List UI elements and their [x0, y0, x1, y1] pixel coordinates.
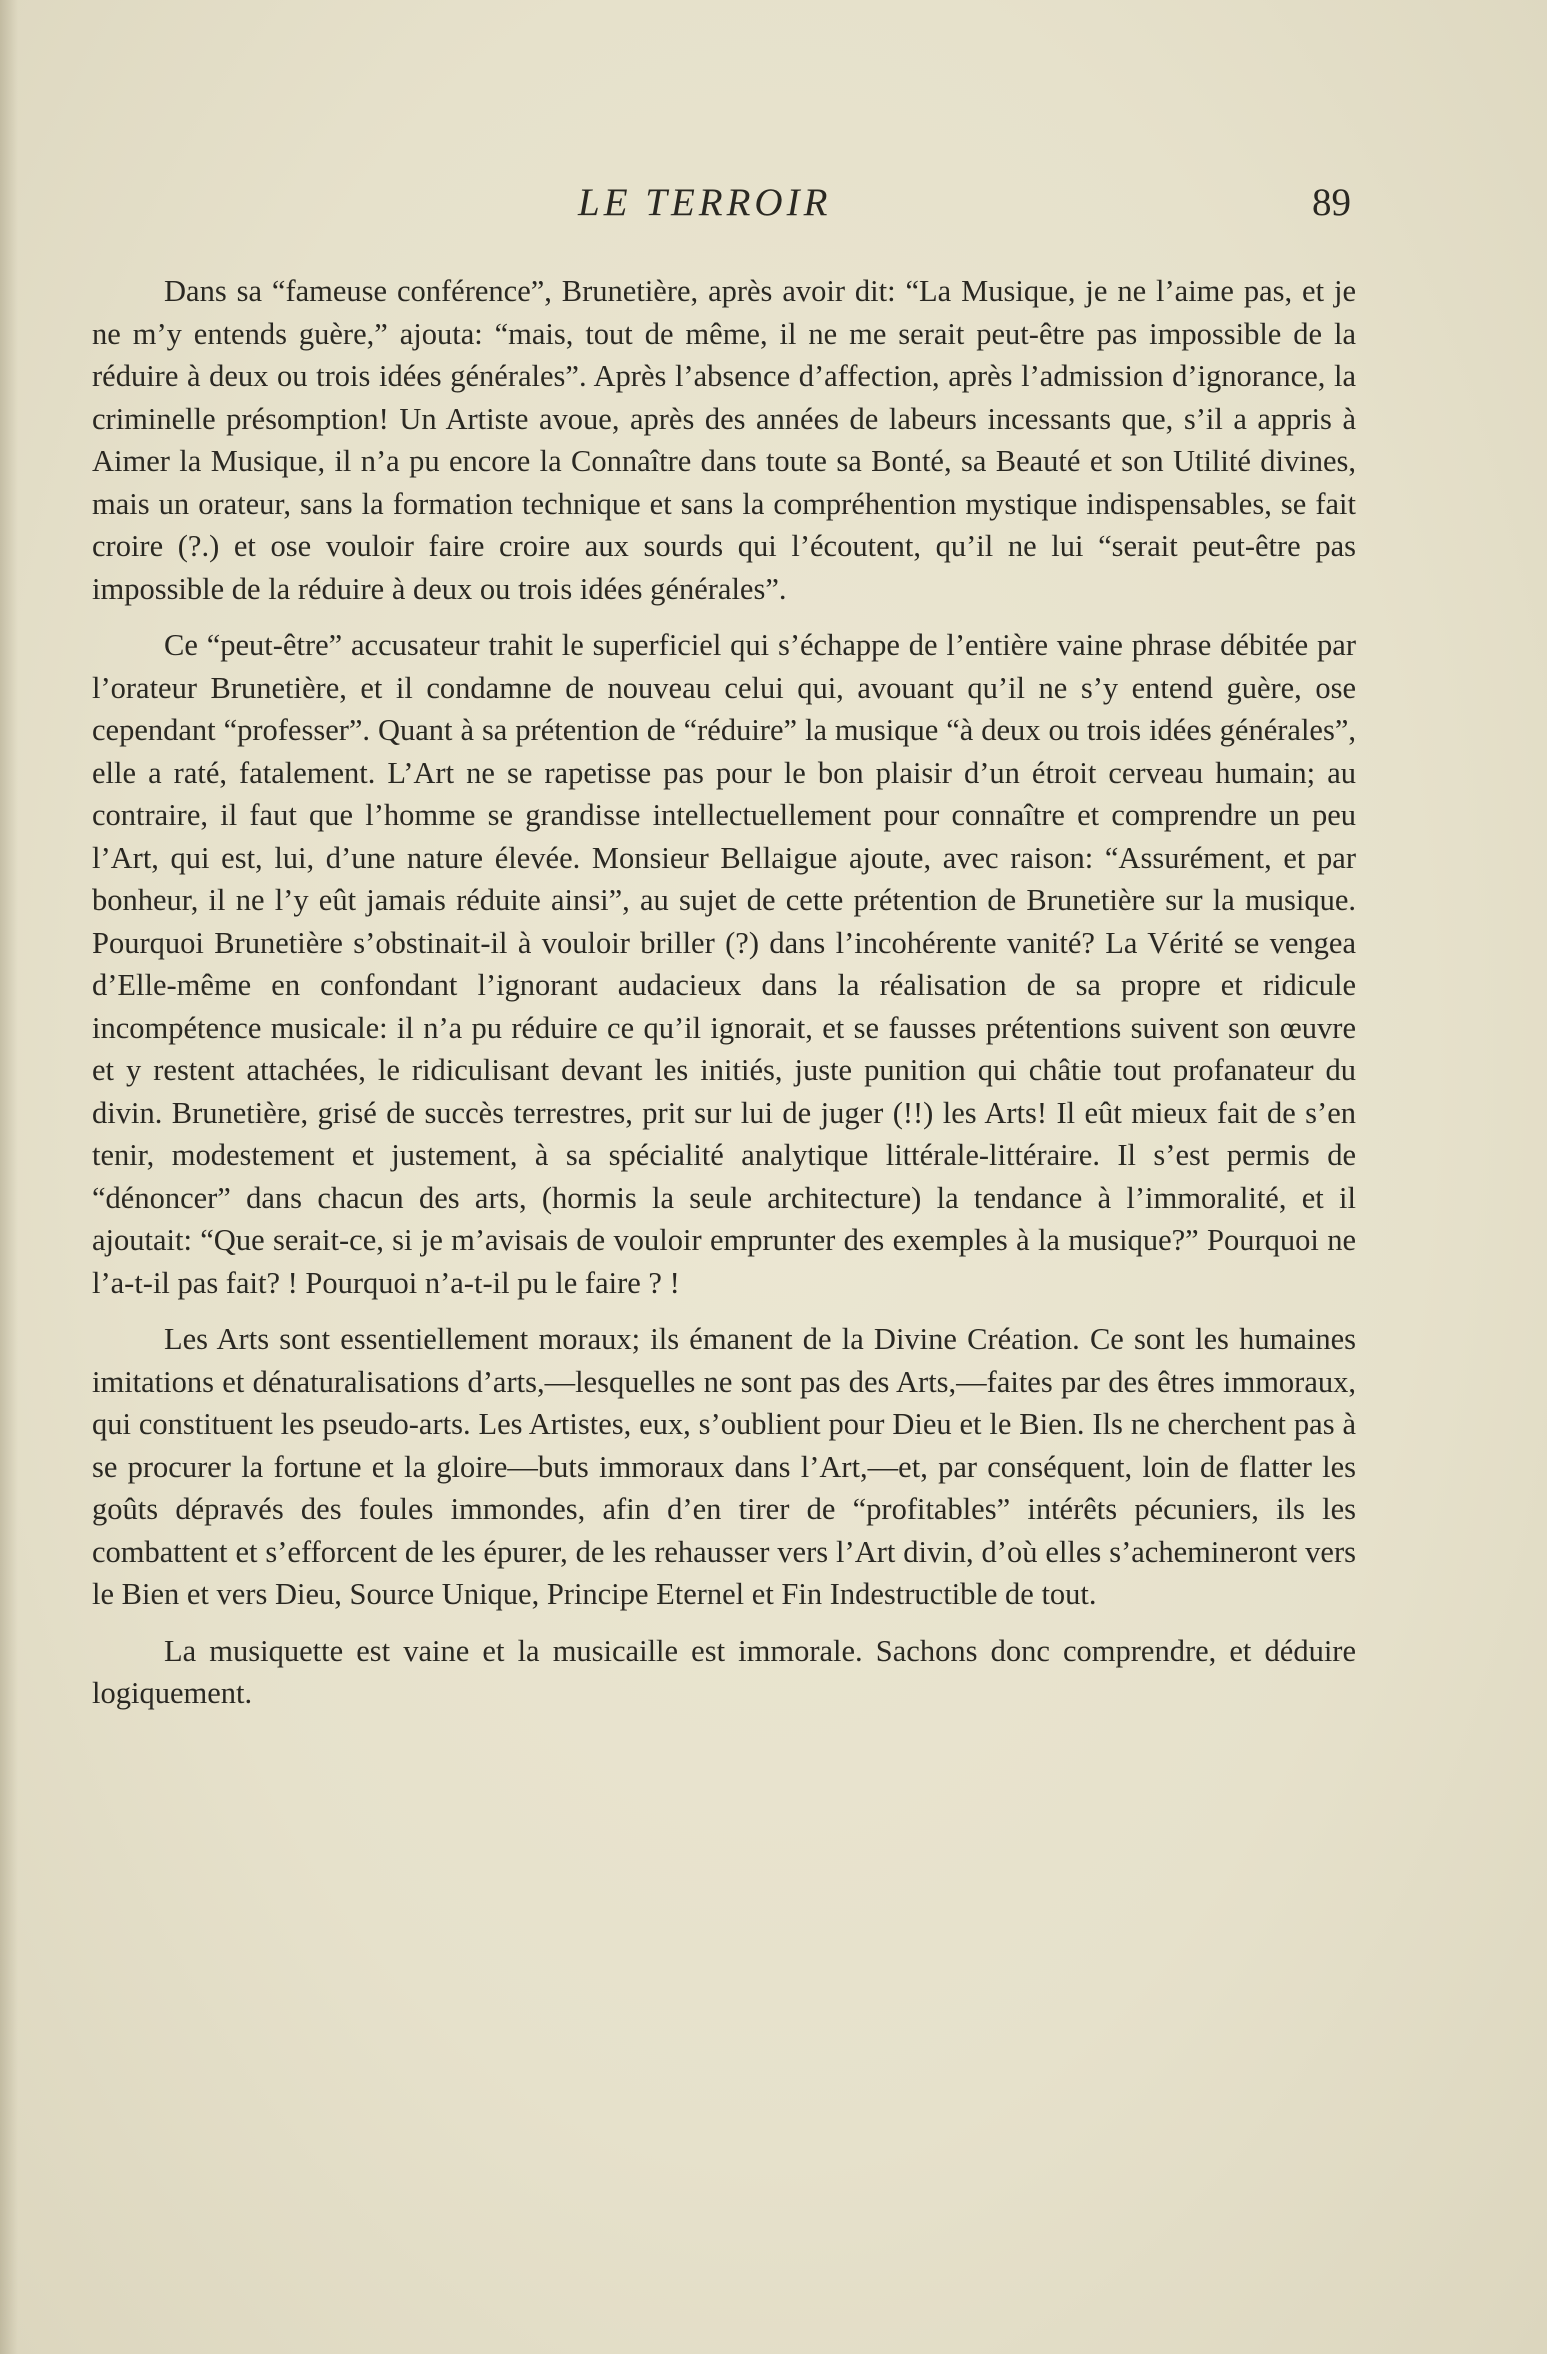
paragraph-2: Ce “peut-être” accusateur trahit le superficiel qui s’échappe de l’entière vaine phrase débitée par l’orateur Brunetière, et il condamne de nouveau celui qui, avouant qu’il ne s’y entend guère, ose cependant “professer”. Quant à sa prétention de “réduire” la musique “à deux ou trois idées générales”, elle a raté, fatalement. L’Art ne se rapetisse pas pour le bon plaisir d’un étroit cerveau humain; au contraire, il faut que l’homme se grandisse intellectuellement pour connaître et comprendre un peu l’Art, qui est, lui, d’une nature élevée. Monsieur Bellaigue ajoute, avec raison: “Assurément, et par bonheur, il ne l’y eût jamais réduite ainsi”, au sujet de cette prétention de Brunetière sur la musique. Pourquoi Brunetière s’obstinait-il à vouloir briller (?) dans l’incohérente vanité? La Vérité se vengea d’Elle-même en confondant l’ignorant audacieux dans la réalisation de sa propre et ridicule incompétence musicale: il n’a pu réduire ce qu’il ignorait, et se fausses prétentions suivent son œuvre et y restent attachées, le ridiculisant devant les initiés, juste punition qui châtie tout profanateur du divin. Brunetière, grisé de succès terrestres, prit sur lui de juger (!!) les Arts! Il eût mieux fait de s’en tenir, modestement et justement, à sa spécialité analytique littérale-littéraire. Il s’est permis de “dénoncer” dans chacun des arts, (hormis la seule architecture) la tendance à l’immoralité, et il ajoutait: “Que serait-ce, si je m’avisais de vouloir emprunter des exemples à la musique?” Pourquoi ne l’a-t-il pas fait? ! Pourquoi n’a-t-il pu le faire ? !	[92, 628, 1356, 1300]
paragraph-4: La musiquette est vaine et la musicaille est immorale. Sachons donc comprendre, et déduire logiquement.	[92, 1633, 1356, 1710]
body-text	[92, 270, 1356, 1729]
paragraph-3: Les Arts sont essentiellement moraux; ils émanent de la Divine Création. Ce sont les humaines imitations et dénaturalisations d’arts,—lesquelles ne sont pas des Arts,—faites par des êtres immoraux, qui constituent les pseudo-arts. Les Artistes, eux, s’oublient pour Dieu et le Bien. Ils ne cherchent pas à se procurer la fortune et la gloire—buts immoraux dans l’Art,—et, par conséquent, loin de flatter les goûts dépravés des foules immondes, afin d’en tirer de “profitables” intérêts pécuniers, ils les combattent et s’efforcent de les épurer, de les rehausser vers l’Art divin, d’où elles s’achemineront vers le Bien et vers Dieu, Source Unique, Principe Eternel et Fin Indestructible de tout.	[92, 1322, 1356, 1611]
page-edge-shadow	[0, 0, 18, 2354]
paragraph-1: Dans sa “fameuse conférence”, Brunetière, après avoir dit: “La Musique, je ne l’aime pas, et je ne m’y entends guère,” ajouta: “mais, tout de même, il ne me serait peut-être pas impossible de la réduire à deux ou trois idées générales”. Après l’absence d’affection, après l’admission d’ignorance, la criminelle présomption! Un Artiste avoue, après des années de labeurs incessants que, s’il a appris à Aimer la Musique, il n’a pu encore la Connaître dans toute sa Bonté, sa Beauté et son Utilité divines, mais un orateur, sans la formation technique et sans la compréhention mystique indispensables, se fait croire (?.) et ose vouloir faire croire aux sourds qui l’écoutent, qu’il ne lui “serait peut-être pas impossible de la réduire à deux ou trois idées générales”.	[92, 274, 1356, 606]
running-title: LE TERROIR	[578, 181, 832, 224]
page-number: 89	[1312, 181, 1351, 224]
running-head	[0, 178, 1547, 228]
